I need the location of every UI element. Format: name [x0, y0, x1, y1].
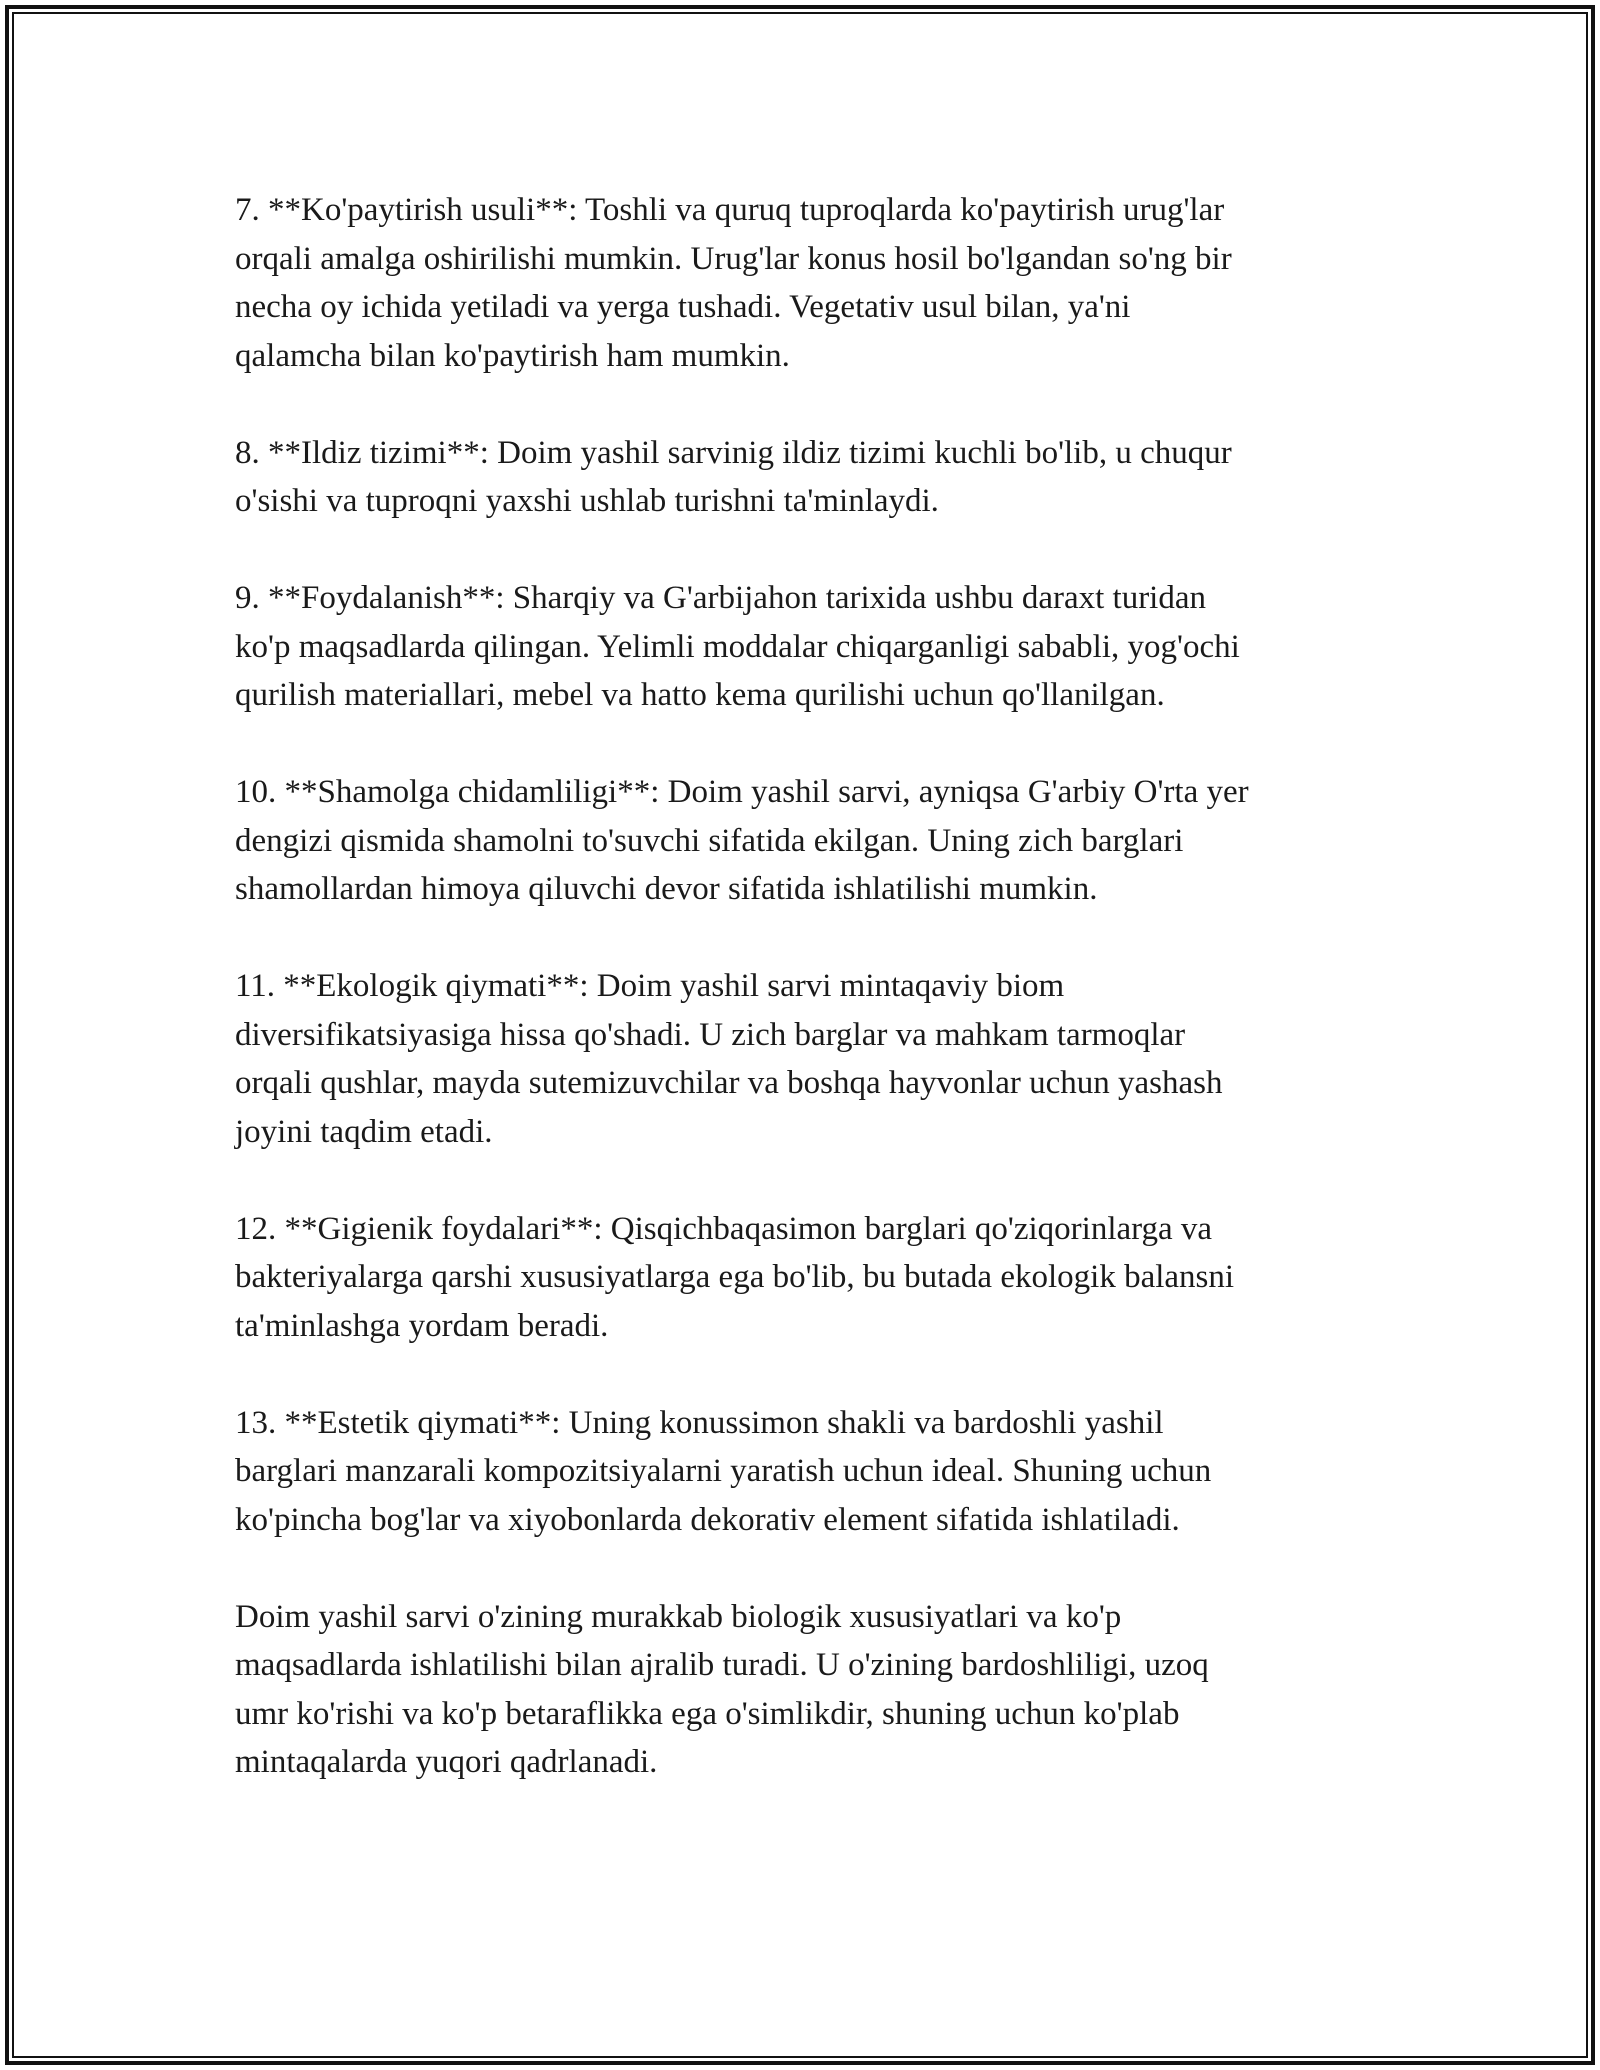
- paragraph-aesthetic-value: 13. **Estetik qiymati**: Uning konussimon shakli va bardoshli yashil barglari manzarali kompozitsiyalarni yaratish uchun ideal. Shuning uchun ko'pincha bog'lar va xiyobonlarda dekorativ element sifatida ishlatiladi.: [235, 1404, 1212, 1538]
- paragraph-hygienic-benefits: 12. **Gigienik foydalari**: Qisqichbaqasimon barglari qo'ziqorinlarga va bakteriyalarga qarshi xususiyatlarga ega bo'lib, bu butada ekologik balansni ta'minlashga yordam beradi.: [235, 1210, 1235, 1344]
- paragraph-usage: 9. **Foydalanish**: Sharqiy va G'arbijahon tarixida ushbu daraxt turidan ko'p maqsadlarda qilingan. Yelimli moddalar chiqarganligi sababli, yog'ochi qurilish materiallari, mebel va hatto kema qurilishi uchun qo'llanilgan.: [235, 580, 1240, 713]
- paragraph-ecological-value: 11. **Ekologik qiymati**: Doim yashil sarvi mintaqaviy biom diversifikatsiyasiga hissa qo'shadi. U zich barglar va mahkam tarmoqlar orqali qushlar, mayda sutemizuvchilar va boshqa hayvonlar uchun yashash joyini taqdim etadi.: [235, 968, 1223, 1150]
- paragraph-conclusion: Doim yashil sarvi o'zining murakkab biologik xususiyatlari va ko'p maqsadlarda ishlatilishi bilan ajralib turadi. U o'zining bardoshliligi, uzoq umr ko'rishi va ko'p betaraflikka ega o'simlikdir, shuning uchun ko'plab mintaqalarda yuqori qadrlanadi.: [235, 1598, 1209, 1780]
- paragraph-propagation: 7. **Ko'paytirish usuli**: Toshli va quruq tuproqlarda ko'paytirish urug'lar orqali amalga oshirilishi mumkin. Urug'lar konus hosil bo'lgandan so'ng bir necha oy ichida yetiladi va yerga tushadi. Vegetativ usul bilan, ya'ni qalamcha bilan ko'paytirish ham mumkin.: [235, 192, 1232, 374]
- document-body: [235, 186, 1375, 1787]
- paragraph-wind-resistance: 10. **Shamolga chidamliligi**: Doim yashil sarvi, ayniqsa G'arbiy O'rta yer dengizi qismida shamolni to'suvchi sifatida ekilgan. Uning zich barglari shamollardan himoya qiluvchi devor sifatida ishlatilishi mumkin.: [235, 774, 1249, 907]
- paragraph-root-system: 8. **Ildiz tizimi**: Doim yashil sarvinig ildiz tizimi kuchli bo'lib, u chuqur o'sishi va tuproqni yaxshi ushlab turishni ta'minlaydi.: [235, 434, 1232, 519]
